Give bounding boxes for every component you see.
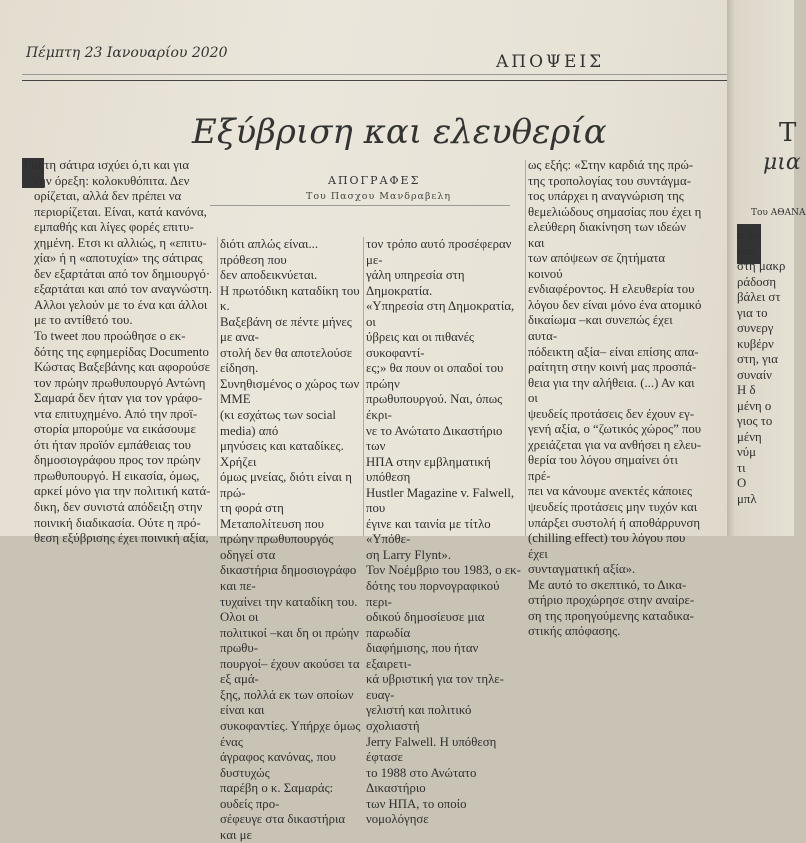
byline-rule — [210, 205, 510, 206]
article-column-3: τον τρόπο αυτό προσέφεραν με- γάλη υπηρεσία στη Δημοκρατία. «Υπηρεσία στη Δημοκρατία, οι ύβρεις και οι πιθανές συκοφαντί- ες;» θα πουν οι οπαδοί του πρώην πρωθυπουργού. Ναι, όπως έκρι- νε το Ανώτατο Δικαστήριο των ΗΠΑ στην εμβληματική υπόθεση Hustler Magazine v. Falwell, που έγινε και ταινία με τίτλο «Υπόθε- ση Larry Flynt». Τον Νοέμβριο του 1983, ο εκ- δότης του πορνογραφικού περι- οδικού δημοσίευσε μια παρωδία διαφήμισης, που ήταν εξαιρετι- κά υβριστική για τον τηλε-ευαγ- γελιστή και πολιτικό σχολιαστή Jerry Falwell. Η υπόθεση έφτασε το 1988 στο Ανώτατο Δικαστήριο των ΗΠΑ, το οποίο νομολόγησε — [366, 237, 521, 827]
article-column-4: ως εξής: «Στην καρδιά της πρώ- της τροπολογίας του συντάγμα- τος υπάρχει η αναγνώριση της θεμελιώδους σημασίας που έχει η ελεύθερη διακίνηση των ιδεών και των απόψεων σε ζητήματα κοινού ενδιαφέροντος. Η ελευθερία του λόγου δεν είναι μόνο ένα ατομικό δικαίωμα –και συνεπώς έχει αυτα- πόδεικτη αξία– είναι επίσης απα- ραίτητη στην κοινή μας προσπά- θεια για την αλήθεια. (...) Αν και οι ψευδείς προτάσεις δεν έχουν εγ- γενή αξία, ο “ζωτικός χώρος” που χρειάζεται για να ανθήσει η ελευ- θερία του λόγου σημαίνει ότι πρέ- πει να κάνουμε ανεκτές κάποιες ψευδείς προτάσεις μην τυχόν και υπάρξει συστολή ή αποθάρρυνση (chilling effect) του λόγου που έχει συνταγματική αξία». Με αυτό το σκεπτικό, το Δικα- στήριο προχώρησε στην αναίρε- ση της προηγούμενης καταδικα- στικής απόφασης. — [528, 158, 702, 639]
section-name: ΑΠΟΨΕΙΣ — [496, 52, 605, 72]
issue-date: Πέμπτη 23 Ιανουαρίου 2020 — [26, 45, 228, 61]
adjacent-page — [727, 0, 806, 536]
side-column: α δώ τον στη μακρ ράδοση βάλει στ για το συνεργ κυβέρν στη, για συναίν Η δ μένη ο γιος το μένη νύμ τι Ο μπλ — [737, 228, 786, 506]
column-divider — [525, 160, 526, 536]
author-byline: Του Πασχου Μανδραβελη — [306, 191, 452, 202]
column-name: ΑΠΟΓΡΑΦΕΣ — [328, 174, 421, 187]
side-title-2: μια — [763, 150, 801, 175]
column-divider — [363, 237, 364, 536]
column-divider — [217, 237, 218, 536]
header-rule — [22, 80, 728, 81]
article-column-1: Για τη σάτιρα ισχύει ό,τι και για την όρεξη: κολοκυθόπιτα. Δεν ορίζεται, αλλά δεν πρέπει να περιορίζεται. Είναι, κατά κανόνα, εμπαθής και λίγες φορές επιτυ- χημένη. Ετσι κι αλλιώς, η «επιτυ- χία» ή η «αποτυχία» της σάτιρας δεν εξαρτάται από τον δημιουργό· εξαρτάται και από τον αναγνώστη. Αλλοι γελούν με το ένα και άλλοι με το αντίθετό του. Το tweet που προώθησε ο εκ- δότης της εφημερίδας Documento Κώστας Βαξεβάνης και αφορούσε τον πρώην πρωθυπουργό Αντώνη Σαμαρά δεν ήταν για τον γράφο- ντα επιτυχημένο. Από την προϊ- στορία μπορούμε να εικάσουμε ότι ήταν προϊόν εμπάθειας του δημοσιογράφου προς τον πρώην πρωθυπουργό. Η εικασία, όμως, αρκεί μόνο για την πολιτική κατά- δικη, δεν συνιστά απόδειξη στην ποινική διαδικασία. Ούτε η πρό- θεση εξύβρισης έχει ποινική αξία, — [24, 158, 212, 546]
article-title: Εξύβριση και ελευθερία — [192, 112, 607, 152]
header-rule-thin — [22, 74, 728, 75]
article-column-2: διότι απλώς είναι... πρόθεση που δεν αποδεικνύεται. Η πρωτόδικη καταδίκη του κ. Βαξεβάνη σε πέντε μήνες με ανα- στολή δεν θα αποτελούσε είδηση. Συνηθισμένος ο χώρος των ΜΜΕ (κι εσχάτως των social media) από μηνύσεις και καταδίκες. Χρήζει όμως μνείας, διότι είναι η πρώ- τη φορά στη Μεταπολίτευση που πρώην πρωθυπουργός οδηγεί στα δικαστήρια δημοσιογράφο και πε- τυχαίνει την καταδίκη του. Ολοι οι πολιτικοί –και δη οι πρώην πρωθυ- πουργοί– έχουν ακούσει τα εξ αμά- ξης, πολλά εκ των οποίων είναι και συκοφαντίες. Υπήρχε όμως ένας άγραφος κανόνας, που δυστυχώς παρέβη ο κ. Σαμαράς: ουδείς προ- σέφευγε στα δικαστήρια και με — [220, 237, 361, 842]
side-title-1: Τ — [779, 118, 797, 148]
side-byline: Του ΑΘΑΝΑ — [751, 208, 806, 218]
